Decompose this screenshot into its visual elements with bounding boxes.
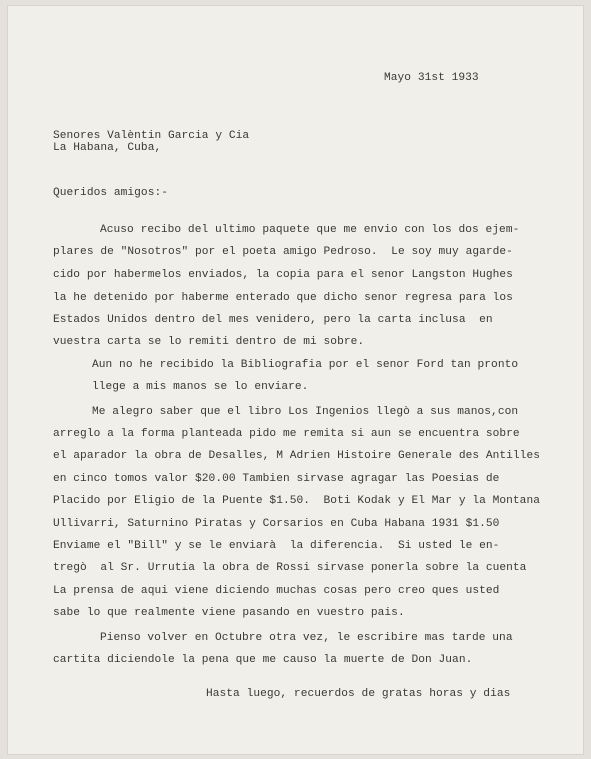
body-line: Aun no he recibido la Bibliografia por el senor Ford tan pronto [92, 359, 519, 371]
body-line: Enviame el "Bill" y se le enviarà la diferencia. Si usted le en- [53, 540, 500, 552]
body-line: cido por habermelos enviados, la copia para el senor Langston Hughes [53, 269, 513, 281]
body-line: plares de "Nosotros" por el poeta amigo Pedroso. Le soy muy agarde- [53, 246, 513, 258]
body-line: Placido por Eligio de la Puente $1.50. Boti Kodak y El Mar y la Montana [53, 495, 540, 507]
body-line: llege a mis manos se lo enviare. [92, 381, 309, 393]
body-line: el aparador la obra de Desalles, M Adrien Histoire Generale des Antilles [53, 450, 540, 462]
body-line: Estados Unidos dentro del mes venidero, pero la carta inclusa en [53, 314, 493, 326]
body-line: La prensa de aqui viene diciendo muchas cosas pero creo ques usted [53, 585, 500, 597]
date-line: Mayo 31st 1933 [384, 72, 479, 84]
body-line: Ullivarri, Saturnino Piratas y Corsarios en Cuba Habana 1931 $1.50 [53, 518, 500, 530]
letter-page [8, 6, 583, 754]
body-line: Pienso volver en Octubre otra vez, le escribire mas tarde una [100, 632, 513, 644]
recipient-line: La Habana, Cuba, [53, 142, 162, 154]
body-line: vuestra carta se lo remiti dentro de mi sobre. [53, 336, 365, 348]
body-line: arreglo a la forma planteada pido me remita si aun se encuentra sobre [53, 428, 520, 440]
body-line: la he detenido por haberme enterado que dicho senor regresa para los [53, 292, 513, 304]
body-line: en cinco tomos valor $20.00 Tambien sirvase agragar las Poesias de [53, 473, 500, 485]
recipient-line: Senores Valèntin Garcia y Cia [53, 130, 250, 142]
body-line: Me alegro saber que el libro Los Ingenios llegò a sus manos,con [92, 406, 519, 418]
body-line: Acuso recibo del ultimo paquete que me envio con los dos ejem- [100, 224, 520, 236]
body-line: tregò al Sr. Urrutia la obra de Rossi sirvase ponerla sobre la cuenta [53, 562, 527, 574]
closing-line: Hasta luego, recuerdos de gratas horas y dias [206, 688, 511, 700]
body-line: sabe lo que realmente viene pasando en vuestro pais. [53, 607, 405, 619]
salutation: Queridos amigos:- [53, 187, 168, 199]
body-line: cartita diciendole la pena que me causo la muerte de Don Juan. [53, 654, 473, 666]
